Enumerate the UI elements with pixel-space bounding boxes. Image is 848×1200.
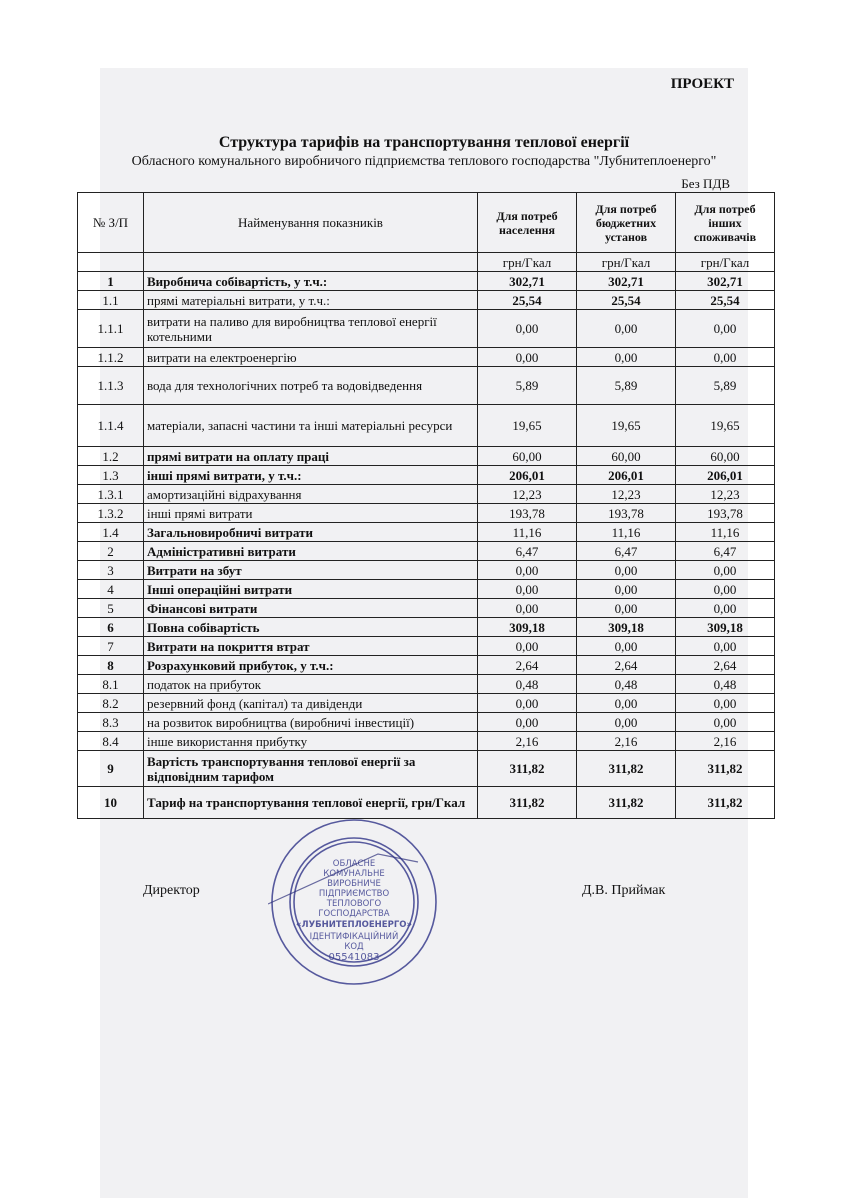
seal-text-line: ОБЛАСНЕ <box>332 859 376 869</box>
value-budget-cell: 193,78 <box>577 504 676 523</box>
value-others-cell: 5,89 <box>676 367 775 405</box>
value-budget-cell: 302,71 <box>577 272 676 291</box>
row-number-cell: 1.2 <box>78 447 144 466</box>
row-number-cell: 1.3.2 <box>78 504 144 523</box>
table-row <box>78 713 775 732</box>
row-number-cell: 8.1 <box>78 675 144 694</box>
table-row <box>78 656 775 675</box>
seal-text-line: ГОСПОДАРСТВА <box>318 909 390 919</box>
row-number-cell: 1.4 <box>78 523 144 542</box>
value-others-cell: 0,00 <box>676 637 775 656</box>
company-seal <box>268 814 440 990</box>
row-name-cell: Загальновиробничі витрати <box>144 523 478 542</box>
table-row <box>78 485 775 504</box>
table-row <box>78 618 775 637</box>
value-population-cell: 0,00 <box>478 713 577 732</box>
value-others-cell: 60,00 <box>676 447 775 466</box>
value-others-cell: 2,16 <box>676 732 775 751</box>
table-row <box>78 675 775 694</box>
seal-text-line: ТЕПЛОВОГО <box>326 899 382 909</box>
table-row <box>78 367 775 405</box>
row-number-cell: 1.1.2 <box>78 348 144 367</box>
value-population-cell: 0,00 <box>478 637 577 656</box>
table-row <box>78 447 775 466</box>
row-name-cell: інші прямі витрати, у т.ч.: <box>144 466 478 485</box>
table-row <box>78 542 775 561</box>
document-title: Структура тарифів на транспортування теплової енергії <box>218 134 630 151</box>
row-name-cell: амортизаційні відрахування <box>144 485 478 504</box>
value-population-cell: 311,82 <box>478 751 577 787</box>
row-name-cell: резервний фонд (капітал) та дивіденди <box>144 694 478 713</box>
unit-empty-cell <box>78 253 144 272</box>
row-number-cell: 1 <box>78 272 144 291</box>
row-name-cell: Виробнича собівартість, у т.ч.: <box>144 272 478 291</box>
value-population-cell: 0,00 <box>478 599 577 618</box>
row-name-cell: на розвиток виробництва (виробничі інвестиції) <box>144 713 478 732</box>
value-budget-cell: 12,23 <box>577 485 676 504</box>
table-row <box>78 272 775 291</box>
value-budget-cell: 60,00 <box>577 447 676 466</box>
table-row <box>78 732 775 751</box>
value-budget-cell: 0,00 <box>577 310 676 348</box>
value-population-cell: 311,82 <box>478 787 577 819</box>
row-name-cell: Тариф на транспортування теплової енергії, грн/Гкал <box>144 787 478 819</box>
value-budget-cell: 25,54 <box>577 291 676 310</box>
value-others-cell: 193,78 <box>676 504 775 523</box>
unit-empty-cell <box>144 253 478 272</box>
seal-text-line: 05541083 <box>328 952 380 963</box>
value-others-cell: 311,82 <box>676 787 775 819</box>
row-number-cell: 1.1.4 <box>78 405 144 447</box>
row-name-cell: Витрати на збут <box>144 561 478 580</box>
value-population-cell: 0,00 <box>478 580 577 599</box>
signature-position: Директор <box>143 883 200 898</box>
row-name-cell: інше використання прибутку <box>144 732 478 751</box>
unit-cell: грн/Гкал <box>478 253 577 272</box>
value-budget-cell: 309,18 <box>577 618 676 637</box>
value-population-cell: 206,01 <box>478 466 577 485</box>
value-population-cell: 2,64 <box>478 656 577 675</box>
table-row <box>78 637 775 656</box>
seal-text-line: ВИРОБНИЧЕ <box>327 879 381 889</box>
value-others-cell: 0,00 <box>676 561 775 580</box>
table-body <box>78 272 775 819</box>
tariff-table <box>77 192 775 819</box>
row-name-cell: прямі матеріальні витрати, у т.ч.: <box>144 291 478 310</box>
row-number-cell: 4 <box>78 580 144 599</box>
seal-text-line: ІДЕНТИФІКАЦІЙНИЙ <box>309 932 399 942</box>
value-others-cell: 206,01 <box>676 466 775 485</box>
row-number-cell: 8.3 <box>78 713 144 732</box>
table-row <box>78 599 775 618</box>
value-others-cell: 0,00 <box>676 713 775 732</box>
value-budget-cell: 11,16 <box>577 523 676 542</box>
row-name-cell: Розрахунковий прибуток, у т.ч.: <box>144 656 478 675</box>
value-budget-cell: 0,00 <box>577 599 676 618</box>
value-population-cell: 0,00 <box>478 348 577 367</box>
row-number-cell: 1.1.3 <box>78 367 144 405</box>
row-name-cell: Повна собівартість <box>144 618 478 637</box>
row-name-cell: Фінансові витрати <box>144 599 478 618</box>
value-others-cell: 0,00 <box>676 694 775 713</box>
value-population-cell: 0,00 <box>478 694 577 713</box>
value-population-cell: 25,54 <box>478 291 577 310</box>
row-name-cell: Адміністративні витрати <box>144 542 478 561</box>
table-row <box>78 751 775 787</box>
value-budget-cell: 19,65 <box>577 405 676 447</box>
value-population-cell: 19,65 <box>478 405 577 447</box>
col-header-budget: Для потреб бюджетних установ <box>577 193 676 253</box>
col-header-others: Для потреб інших споживачів <box>676 193 775 253</box>
row-number-cell: 2 <box>78 542 144 561</box>
row-name-cell: матеріали, запасні частини та інші матеріальні ресурси <box>144 405 478 447</box>
table-row <box>78 310 775 348</box>
value-others-cell: 0,48 <box>676 675 775 694</box>
row-number-cell: 6 <box>78 618 144 637</box>
row-name-cell: вода для технологічних потреб та водовідведення <box>144 367 478 405</box>
row-name-cell: прямі витрати на оплату праці <box>144 447 478 466</box>
value-others-cell: 311,82 <box>676 751 775 787</box>
table-row <box>78 348 775 367</box>
value-budget-cell: 0,00 <box>577 348 676 367</box>
seal-text-line: КОМУНАЛЬНЕ <box>323 869 385 879</box>
row-number-cell: 8.4 <box>78 732 144 751</box>
value-population-cell: 0,48 <box>478 675 577 694</box>
table-row <box>78 291 775 310</box>
value-budget-cell: 2,64 <box>577 656 676 675</box>
value-others-cell: 25,54 <box>676 291 775 310</box>
value-budget-cell: 5,89 <box>577 367 676 405</box>
value-population-cell: 193,78 <box>478 504 577 523</box>
value-budget-cell: 0,00 <box>577 561 676 580</box>
value-others-cell: 309,18 <box>676 618 775 637</box>
value-population-cell: 0,00 <box>478 310 577 348</box>
row-number-cell: 1.3.1 <box>78 485 144 504</box>
row-number-cell: 8.2 <box>78 694 144 713</box>
value-population-cell: 11,16 <box>478 523 577 542</box>
value-budget-cell: 2,16 <box>577 732 676 751</box>
row-number-cell: 3 <box>78 561 144 580</box>
table-row <box>78 504 775 523</box>
value-budget-cell: 0,00 <box>577 580 676 599</box>
row-number-cell: 10 <box>78 787 144 819</box>
col-header-num: № З/П <box>78 193 144 253</box>
row-name-cell: Інші операційні витрати <box>144 580 478 599</box>
value-population-cell: 302,71 <box>478 272 577 291</box>
row-name-cell: інші прямі витрати <box>144 504 478 523</box>
value-budget-cell: 0,00 <box>577 713 676 732</box>
value-others-cell: 2,64 <box>676 656 775 675</box>
value-others-cell: 12,23 <box>676 485 775 504</box>
seal-text-line: «ЛУБНИТЕПЛОЕНЕРГО» <box>296 920 412 930</box>
vat-note: Без ПДВ <box>681 176 730 191</box>
col-header-name: Найменування показників <box>144 193 478 253</box>
table-row <box>78 523 775 542</box>
project-label: ПРОЕКТ <box>670 76 734 92</box>
value-budget-cell: 311,82 <box>577 751 676 787</box>
value-others-cell: 0,00 <box>676 310 775 348</box>
value-budget-cell: 311,82 <box>577 787 676 819</box>
row-name-cell: Витрати на покриття втрат <box>144 637 478 656</box>
value-others-cell: 11,16 <box>676 523 775 542</box>
unit-cell: грн/Гкал <box>577 253 676 272</box>
unit-cell: грн/Гкал <box>676 253 775 272</box>
row-name-cell: Вартість транспортування теплової енергії за відповідним тарифом <box>144 751 478 787</box>
value-others-cell: 6,47 <box>676 542 775 561</box>
value-population-cell: 12,23 <box>478 485 577 504</box>
row-number-cell: 8 <box>78 656 144 675</box>
value-population-cell: 6,47 <box>478 542 577 561</box>
seal-text-line: ПІДПРИЄМСТВО <box>318 889 390 899</box>
value-others-cell: 19,65 <box>676 405 775 447</box>
col-header-population: Для потреб населення <box>478 193 577 253</box>
row-name-cell: податок на прибуток <box>144 675 478 694</box>
value-budget-cell: 6,47 <box>577 542 676 561</box>
value-budget-cell: 0,00 <box>577 694 676 713</box>
row-number-cell: 1.1 <box>78 291 144 310</box>
row-number-cell: 1.3 <box>78 466 144 485</box>
signature-name: Д.В. Приймак <box>582 883 666 898</box>
row-number-cell: 7 <box>78 637 144 656</box>
document-subtitle: Обласного комунального виробничого підприємства теплового господарства "Лубнитеплоенерго" <box>131 154 717 169</box>
row-number-cell: 1.1.1 <box>78 310 144 348</box>
value-others-cell: 0,00 <box>676 599 775 618</box>
value-budget-cell: 206,01 <box>577 466 676 485</box>
value-others-cell: 0,00 <box>676 580 775 599</box>
row-number-cell: 5 <box>78 599 144 618</box>
seal-text-line: КОД <box>344 942 364 952</box>
table-row <box>78 694 775 713</box>
row-name-cell: витрати на електроенергію <box>144 348 478 367</box>
table-row <box>78 561 775 580</box>
value-budget-cell: 0,00 <box>577 637 676 656</box>
value-population-cell: 60,00 <box>478 447 577 466</box>
value-others-cell: 0,00 <box>676 348 775 367</box>
table-row <box>78 405 775 447</box>
value-population-cell: 0,00 <box>478 561 577 580</box>
row-number-cell: 9 <box>78 751 144 787</box>
row-name-cell: витрати на паливо для виробництва теплової енергії котельними <box>144 310 478 348</box>
value-budget-cell: 0,48 <box>577 675 676 694</box>
value-others-cell: 302,71 <box>676 272 775 291</box>
value-population-cell: 5,89 <box>478 367 577 405</box>
table-row <box>78 466 775 485</box>
value-population-cell: 2,16 <box>478 732 577 751</box>
value-population-cell: 309,18 <box>478 618 577 637</box>
table-row <box>78 580 775 599</box>
